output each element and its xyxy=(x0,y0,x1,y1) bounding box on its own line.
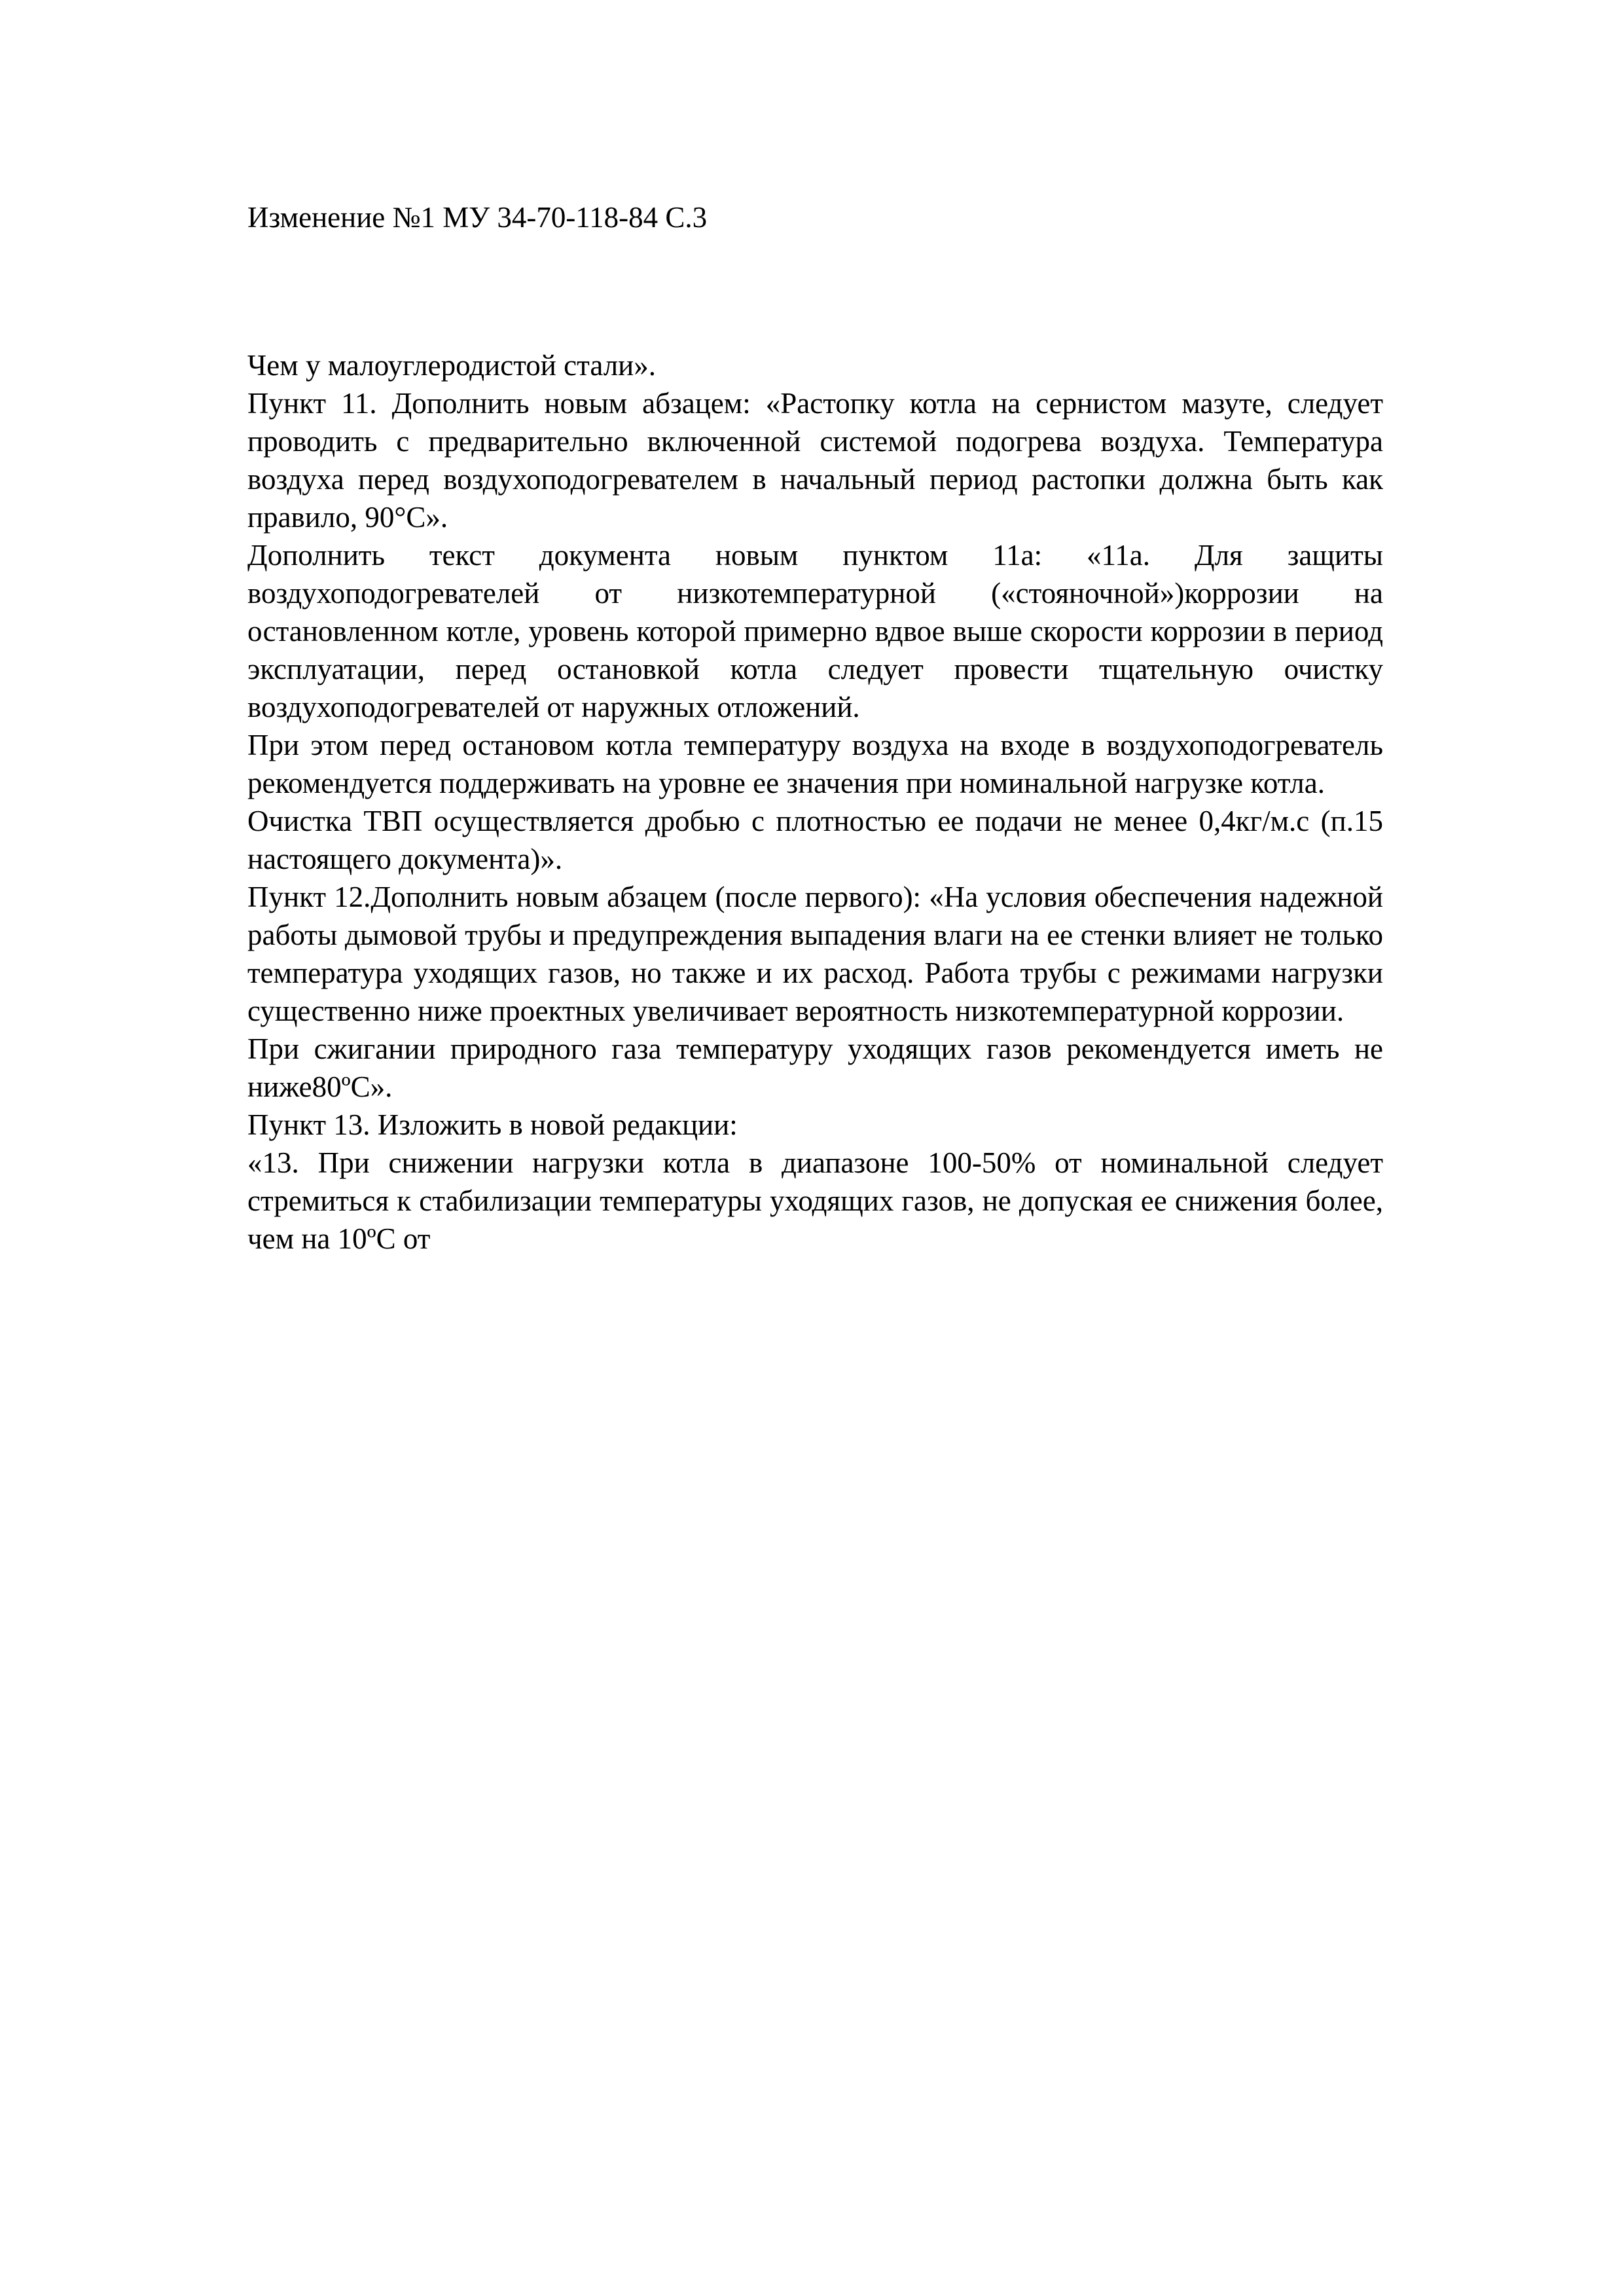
paragraph: При этом перед остановом котла температуру воздуха на входе в воздухоподогреватель рекомендуется поддерживать на уровне ее значения при номинальной нагрузке котла. xyxy=(247,729,1383,799)
paragraph: Дополнить текст документа новым пунктом 11а: «11а. Для защиты воздухоподогревателей от низкотемпературной («стояночной»)коррозии на остановленном котле, уровень которой примерно вдвое выше скорости коррозии в период эксплуатации, перед остановкой котла следует провести тщательную очистку воздухоподогревателей от наружных отложений. xyxy=(247,539,1383,723)
paragraph: Чем у малоуглеродистой стали». xyxy=(247,349,656,382)
paragraph: Пункт 12.Дополнить новым абзацем (после первого): «На условия обеспечения надежной работы дымовой трубы и предупреждения выпадения влаги на ее стенки влияет не только температура уходящих газов, но также и их расход. Работа трубы с режимами нагрузки существенно ниже проектных увеличивает вероятность низкотемпературной коррозии. xyxy=(247,881,1383,1027)
paragraph: Пункт 13. Изложить в новой редакции: xyxy=(247,1108,738,1141)
document-header: Изменение №1 МУ 34-70-118-84 С.3 xyxy=(247,201,708,234)
paragraph: При сжигании природного газа температуру уходящих газов рекомендуется иметь не ниже80ºС». xyxy=(247,1032,1383,1103)
paragraph: Пункт 11. Дополнить новым абзацем: «Растопку котла на сернистом мазуте, следует проводить с предварительно включенной системой подогрева воздуха. Температура воздуха перед воздухоподогревателем в начальный период растопки должна быть как правило, 90°С». xyxy=(247,387,1383,534)
document-body xyxy=(247,346,1383,1258)
paragraph: Очистка ТВП осуществляется дробью с плотностью ее подачи не менее 0,4кг/м.с (п.15 настоящего документа)». xyxy=(247,805,1383,875)
paragraph: «13. При снижении нагрузки котла в диапазоне 100-50% от номинальной следует стремиться к стабилизации температуры уходящих газов, не допуская ее снижения более, чем на 10ºС от xyxy=(247,1146,1383,1255)
